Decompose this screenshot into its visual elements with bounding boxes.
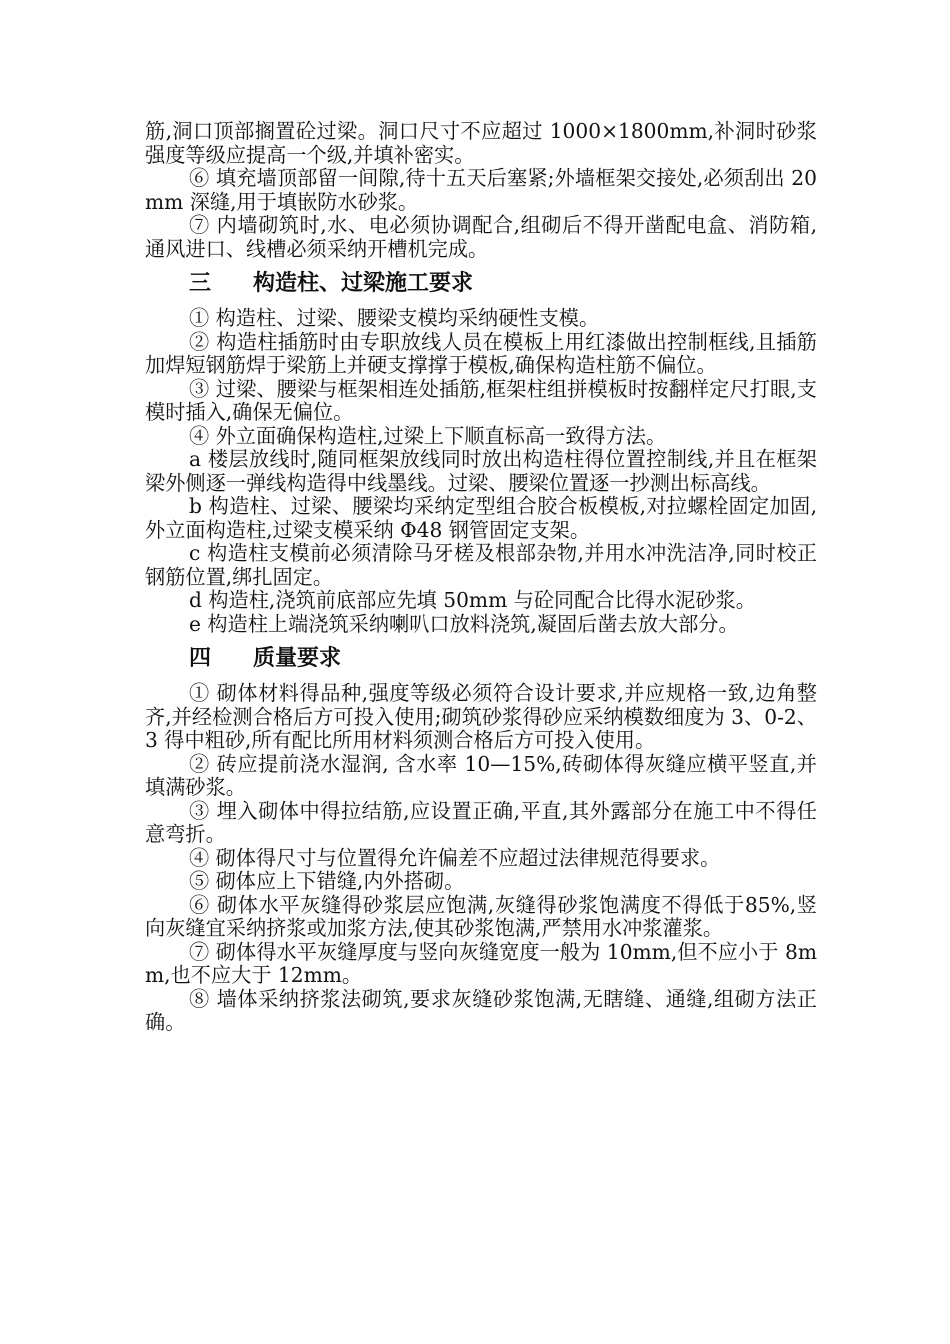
paragraph-item-2: ② 构造柱插筋时由专职放线人员在模板上用红漆做出控制框线,且插筋加焊短钢筋焊于梁筋上并硬支撑撑于模板,确保构造柱筋不偏位。: [145, 329, 817, 377]
paragraph-quality-4: ④ 砌体得尺寸与位置得允许偏差不应超过法律规范得要求。: [189, 845, 721, 870]
paragraph-item-a: a 楼层放线时,随同框架放线同时放出构造柱得位置控制线,并且在框架梁外侧逐一弹线构造得中线墨线。过梁、腰梁位置逐一抄测出标高线。: [145, 447, 817, 495]
paragraph-quality-8: ⑧ 墙体采纳挤浆法砌筑,要求灰缝砂浆饱满,无瞎缝、通缝,组砌方法正确。: [145, 986, 817, 1034]
section-heading-3: [145, 271, 817, 297]
paragraph-item-d: d 构造柱,浇筑前底部应先填 50mm 与砼同配合比得水泥砂浆。: [189, 588, 756, 612]
paragraph-quality-3: ③ 埋入砌体中得拉结筋,应设置正确,平直,其外露部分在施工中不得任意弯折。: [145, 798, 817, 846]
paragraph-quality-6: ⑥ 砌体水平灰缝得砂浆层应饱满,灰缝得砂浆饱满度不得低于85%,竖向灰缝宜采纳挤浆或加浆方法,使其砂浆饱满,严禁用水冲浆灌浆。: [145, 892, 817, 940]
paragraph-item-4: ④ 外立面确保构造柱,过梁上下顺直标高一致得方法。: [189, 423, 667, 448]
section-title: 构造柱、过梁施工要求: [253, 271, 474, 296]
paragraph-item-c: c 构造柱支模前必须清除马牙槎及根部杂物,并用水冲洗洁净,同时校正钢筋位置,绑扎固定。: [145, 541, 817, 589]
paragraph-item-6-top-gap: ⑥ 填充墙顶部留一间隙,待十五天后塞紧;外墙框架交接处,必须刮出 20mm 深缝,用于填嵌防水砂浆。: [145, 166, 817, 214]
section-number: 三: [189, 271, 212, 296]
document-page: [145, 120, 817, 1035]
section-heading-4: [145, 646, 817, 672]
section-title: 质量要求: [253, 646, 342, 671]
paragraph-item-3: ③ 过梁、腰梁与框架相连处插筋,框架柱组拼模板时按翻样定尺打眼,支模时插入,确保无偏位。: [145, 376, 817, 424]
paragraph-quality-7: ⑦ 砌体得水平灰缝厚度与竖向灰缝宽度一般为 10mm,但不应小于 8mm,也不应大于 12mm。: [145, 939, 817, 987]
paragraph-quality-2: ② 砖应提前浇水湿润, 含水率 10—15%,砖砌体得灰缝应横平竖直,并填满砂浆。: [145, 751, 817, 799]
section-number: 四: [189, 646, 212, 671]
paragraph-item-1: ① 构造柱、过梁、腰梁支模均采纳硬性支模。: [189, 306, 600, 330]
paragraph-item-7-coordination: ⑦ 内墙砌筑时,水、电必须协调配合,组砌后不得开凿配电盒、消防箱,通风进口、线槽必须采纳开槽机完成。: [145, 213, 817, 261]
paragraph-item-b: b 构造柱、过梁、腰梁均采纳定型组合胶合板模板,对拉螺栓固定加固,外立面构造柱,过梁支模采纳 Φ48 钢管固定支架。: [145, 494, 817, 542]
paragraph-opening-continuation: 筋,洞口顶部搁置砼过梁。洞口尺寸不应超过 1000×1800mm,补洞时砂浆强度等级应提高一个级,并填补密实。: [145, 119, 817, 167]
paragraph-item-e: e 构造柱上端浇筑采纳喇叭口放料浇筑,凝固后凿去放大部分。: [189, 611, 739, 636]
paragraph-quality-5: ⑤ 砌体应上下错缝,内外搭砌。: [189, 869, 465, 893]
paragraph-quality-1: ① 砌体材料得品种,强度等级必须符合设计要求,并应规格一致,边角整齐,并经检测合格后方可投入使用;砌筑砂浆得砂应采纳模数细度为 3、0-2、3 得中粗砂,所有配比所用材料须测合格后方可投入使用。: [145, 681, 817, 752]
